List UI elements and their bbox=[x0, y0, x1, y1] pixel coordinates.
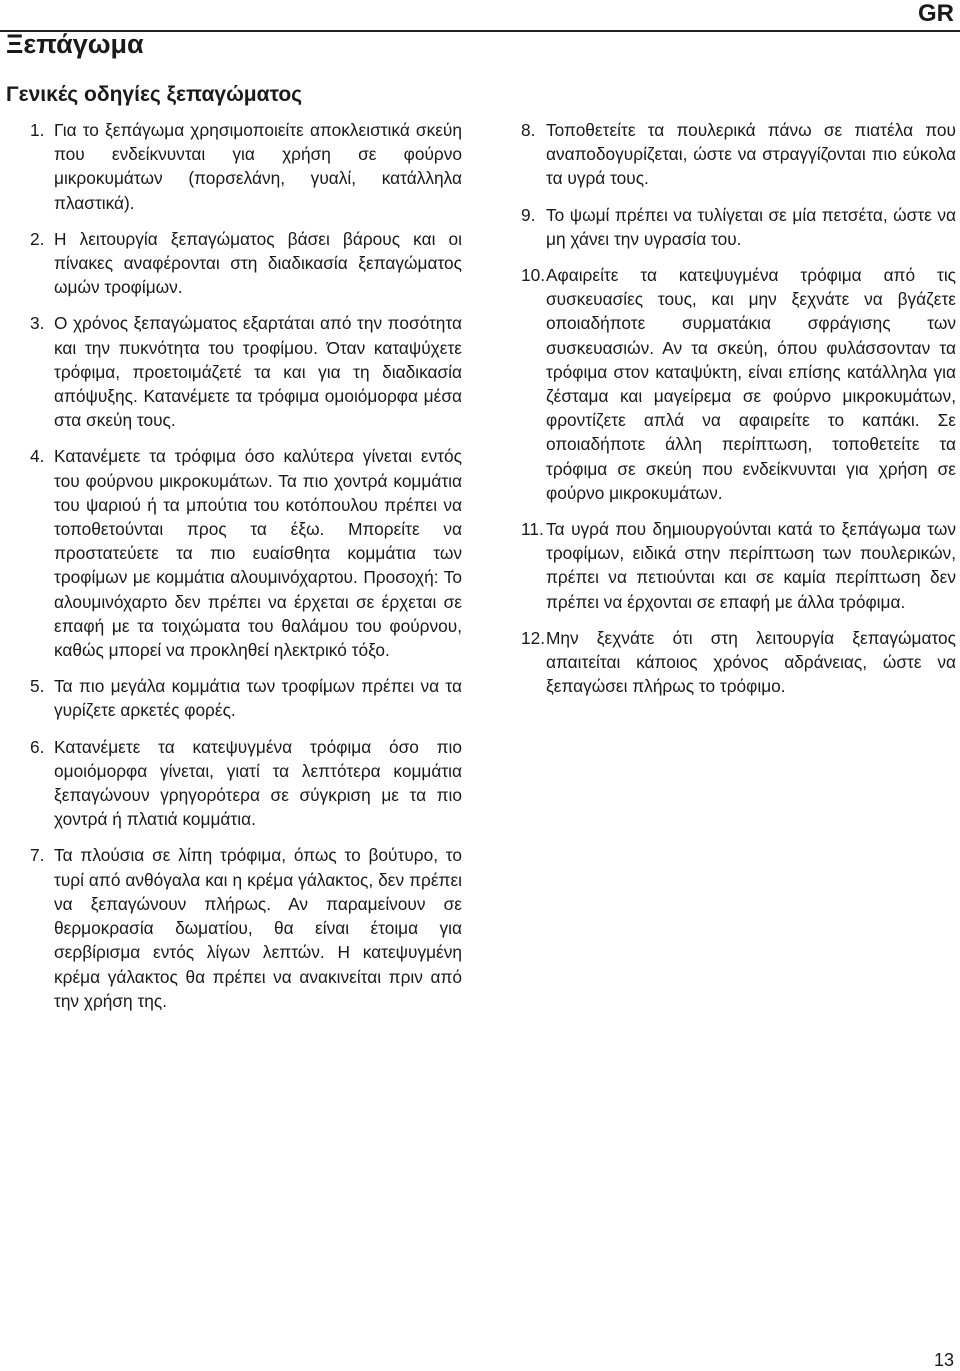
list-item bbox=[30, 311, 462, 432]
item-number: 11. bbox=[521, 519, 544, 540]
page-number: 13 bbox=[933, 1350, 954, 1370]
list-item bbox=[521, 203, 956, 251]
item-number: 5. bbox=[30, 676, 45, 697]
list-item bbox=[30, 735, 462, 832]
list-item bbox=[521, 118, 956, 191]
list-item bbox=[521, 263, 956, 505]
item-number: 4. bbox=[30, 446, 45, 467]
list-item bbox=[30, 674, 462, 722]
item-number: 2. bbox=[30, 228, 45, 249]
language-code: GR bbox=[918, 0, 954, 27]
right-column bbox=[521, 118, 956, 710]
left-column bbox=[30, 118, 462, 1025]
item-number: 7. bbox=[30, 845, 45, 866]
item-text: Τοποθετείτε τα πουλερικά πάνω σε πιατέλα που αναποδογυρίζεται, ώστε να στραγγίζονται πιο εύκολα τα υγρά τους. bbox=[546, 120, 956, 189]
item-number: 1. bbox=[30, 120, 45, 140]
item-text: Ο χρόνος ξεπαγώματος εξαρτάται από την ποσότητα και την πυκνότητα του τροφίμου. Όταν καταψύχετε τρόφιμα, προετοιμάζετέ τα και για τη διαδικασία απόψυξης. Κατανέμετε τα τρόφιμα ομοιόμορφα μέσα στα σκεύη τους. bbox=[54, 313, 462, 431]
page-title: Ξεπάγωμα bbox=[6, 29, 144, 59]
item-text: Η λειτουργία ξεπαγώματος βάσει βάρους και οι πίνακες αναφέρονται στη διαδικασία ξεπαγώματος ωμών τροφίμων. bbox=[54, 228, 462, 298]
list-item bbox=[521, 626, 956, 699]
item-text: Τα πλούσια σε λίπη τρόφιμα, όπως το βούτυρο, το τυρί από ανθόγαλα και η κρέμα γάλακτος, δεν πρέπει να ξεπαγώνουν πλήρως. Αν παραμείνουν σε θερμοκρασία δωματίου, θα είναι έτοιμα για σερβίρισμα εντός λίγων λεπτών. Η κατεψυγμένη κρέμα γάλακτος θα πρέπει να ανακινείται πριν από την χρήση της. bbox=[54, 845, 462, 1011]
item-text: Για το ξεπάγωμα χρησιμοποιείτε αποκλειστικά σκεύη που ενδείκνυνται για χρήση σε φούρνο μικροκυμάτων (πορσελάνη, γυαλί, κατάλληλα πλαστικά). bbox=[54, 120, 462, 213]
item-text: Τα πιο μεγάλα κομμάτια των τροφίμων πρέπει να τα γυρίζετε αρκετές φορές. bbox=[54, 676, 462, 721]
item-text: Το ψωμί πρέπει να τυλίγεται σε μία πετσέτα, ώστε να μη χάνει την υγρασία του. bbox=[546, 204, 956, 249]
item-text: Τα υγρά που δημιουργούνται κατά το ξεπάγωμα των τροφίμων, ειδικά στην περίπτωση των πουλερικών, πρέπει να πετιούνται και σε καμία περίπτωση δεν πρέπει να έρχονται σε επαφή με άλλα τρόφιμα. bbox=[546, 519, 956, 612]
item-number: 12. bbox=[521, 627, 546, 648]
list-item bbox=[30, 227, 462, 300]
list-item bbox=[30, 444, 462, 662]
item-number: 3. bbox=[30, 313, 45, 334]
item-text: Αφαιρείτε τα κατεψυγμένα τρόφιμα από τις συσκευασίες τους, και μην ξεχνάτε να βγάζετε οποιαδήποτε συρματάκια σφράγισης των συσκευασιών. Αν τα σκεύη, όπου φυλάσσονταν τα τρόφιμα στον καταψύκτη, είναι επίσης κατάλληλα για ζέσταμα και μαγείρεμα σε φούρνο μικροκυμάτων, φροντίζετε απλά να αφαιρείτε το καπάκι. Σε οποιαδήποτε άλλη περίπτωση, τοποθετείτε τα τρόφιμα σε σκεύη που ενδείκνυνται για χρήση σε φούρνο μικροκυμάτων. bbox=[546, 265, 956, 503]
list-item bbox=[521, 517, 956, 614]
item-number: 8. bbox=[521, 120, 536, 140]
item-number: 10. bbox=[521, 265, 546, 286]
item-text: Μην ξεχνάτε ότι στη λειτουργία ξεπαγώματος απαιτείται κάποιος χρόνος αδράνειας, ώστε να ξεπαγώσει πλήρως το τρόφιμο. bbox=[546, 627, 956, 697]
section-subtitle: Γενικές οδηγίες ξεπαγώματος bbox=[6, 83, 303, 106]
header-divider bbox=[0, 30, 960, 32]
list-item bbox=[30, 843, 462, 1012]
item-text: Κατανέμετε τα κατεψυγμένα τρόφιμα όσο πιο ομοιόμορφα γίνεται, γιατί τα λεπτότερα κομμάτια ξεπαγώνουν γρηγορότερα σε σύγκριση με τα πιο χοντρά ή πλατιά κομμάτια. bbox=[54, 736, 462, 830]
item-text: Κατανέμετε τα τρόφιμα όσο καλύτερα γίνεται εντός του φούρνου μικροκυμάτων. Τα πιο χοντρά κομμάτια του ψαριού ή τα μπούτια του κοτόπουλου πρέπει να τοποθετούνται προς τα έξω. Μπορείτε να προστατεύετε τα πιο ευαίσθητα κομμάτια των τροφίμων με κομμάτια αλουμινόχαρτου. Προσοχή: Το αλουμινόχαρτο δεν πρέπει να έρχεται σε έρχεται σε επαφή με τα τοιχώματα του θαλάμου του φούρνου, καθώς μπορεί να προκληθεί ηλεκτρικό τόξο. bbox=[54, 446, 462, 661]
item-number: 9. bbox=[521, 204, 536, 225]
item-number: 6. bbox=[30, 736, 45, 757]
list-item bbox=[30, 118, 462, 215]
